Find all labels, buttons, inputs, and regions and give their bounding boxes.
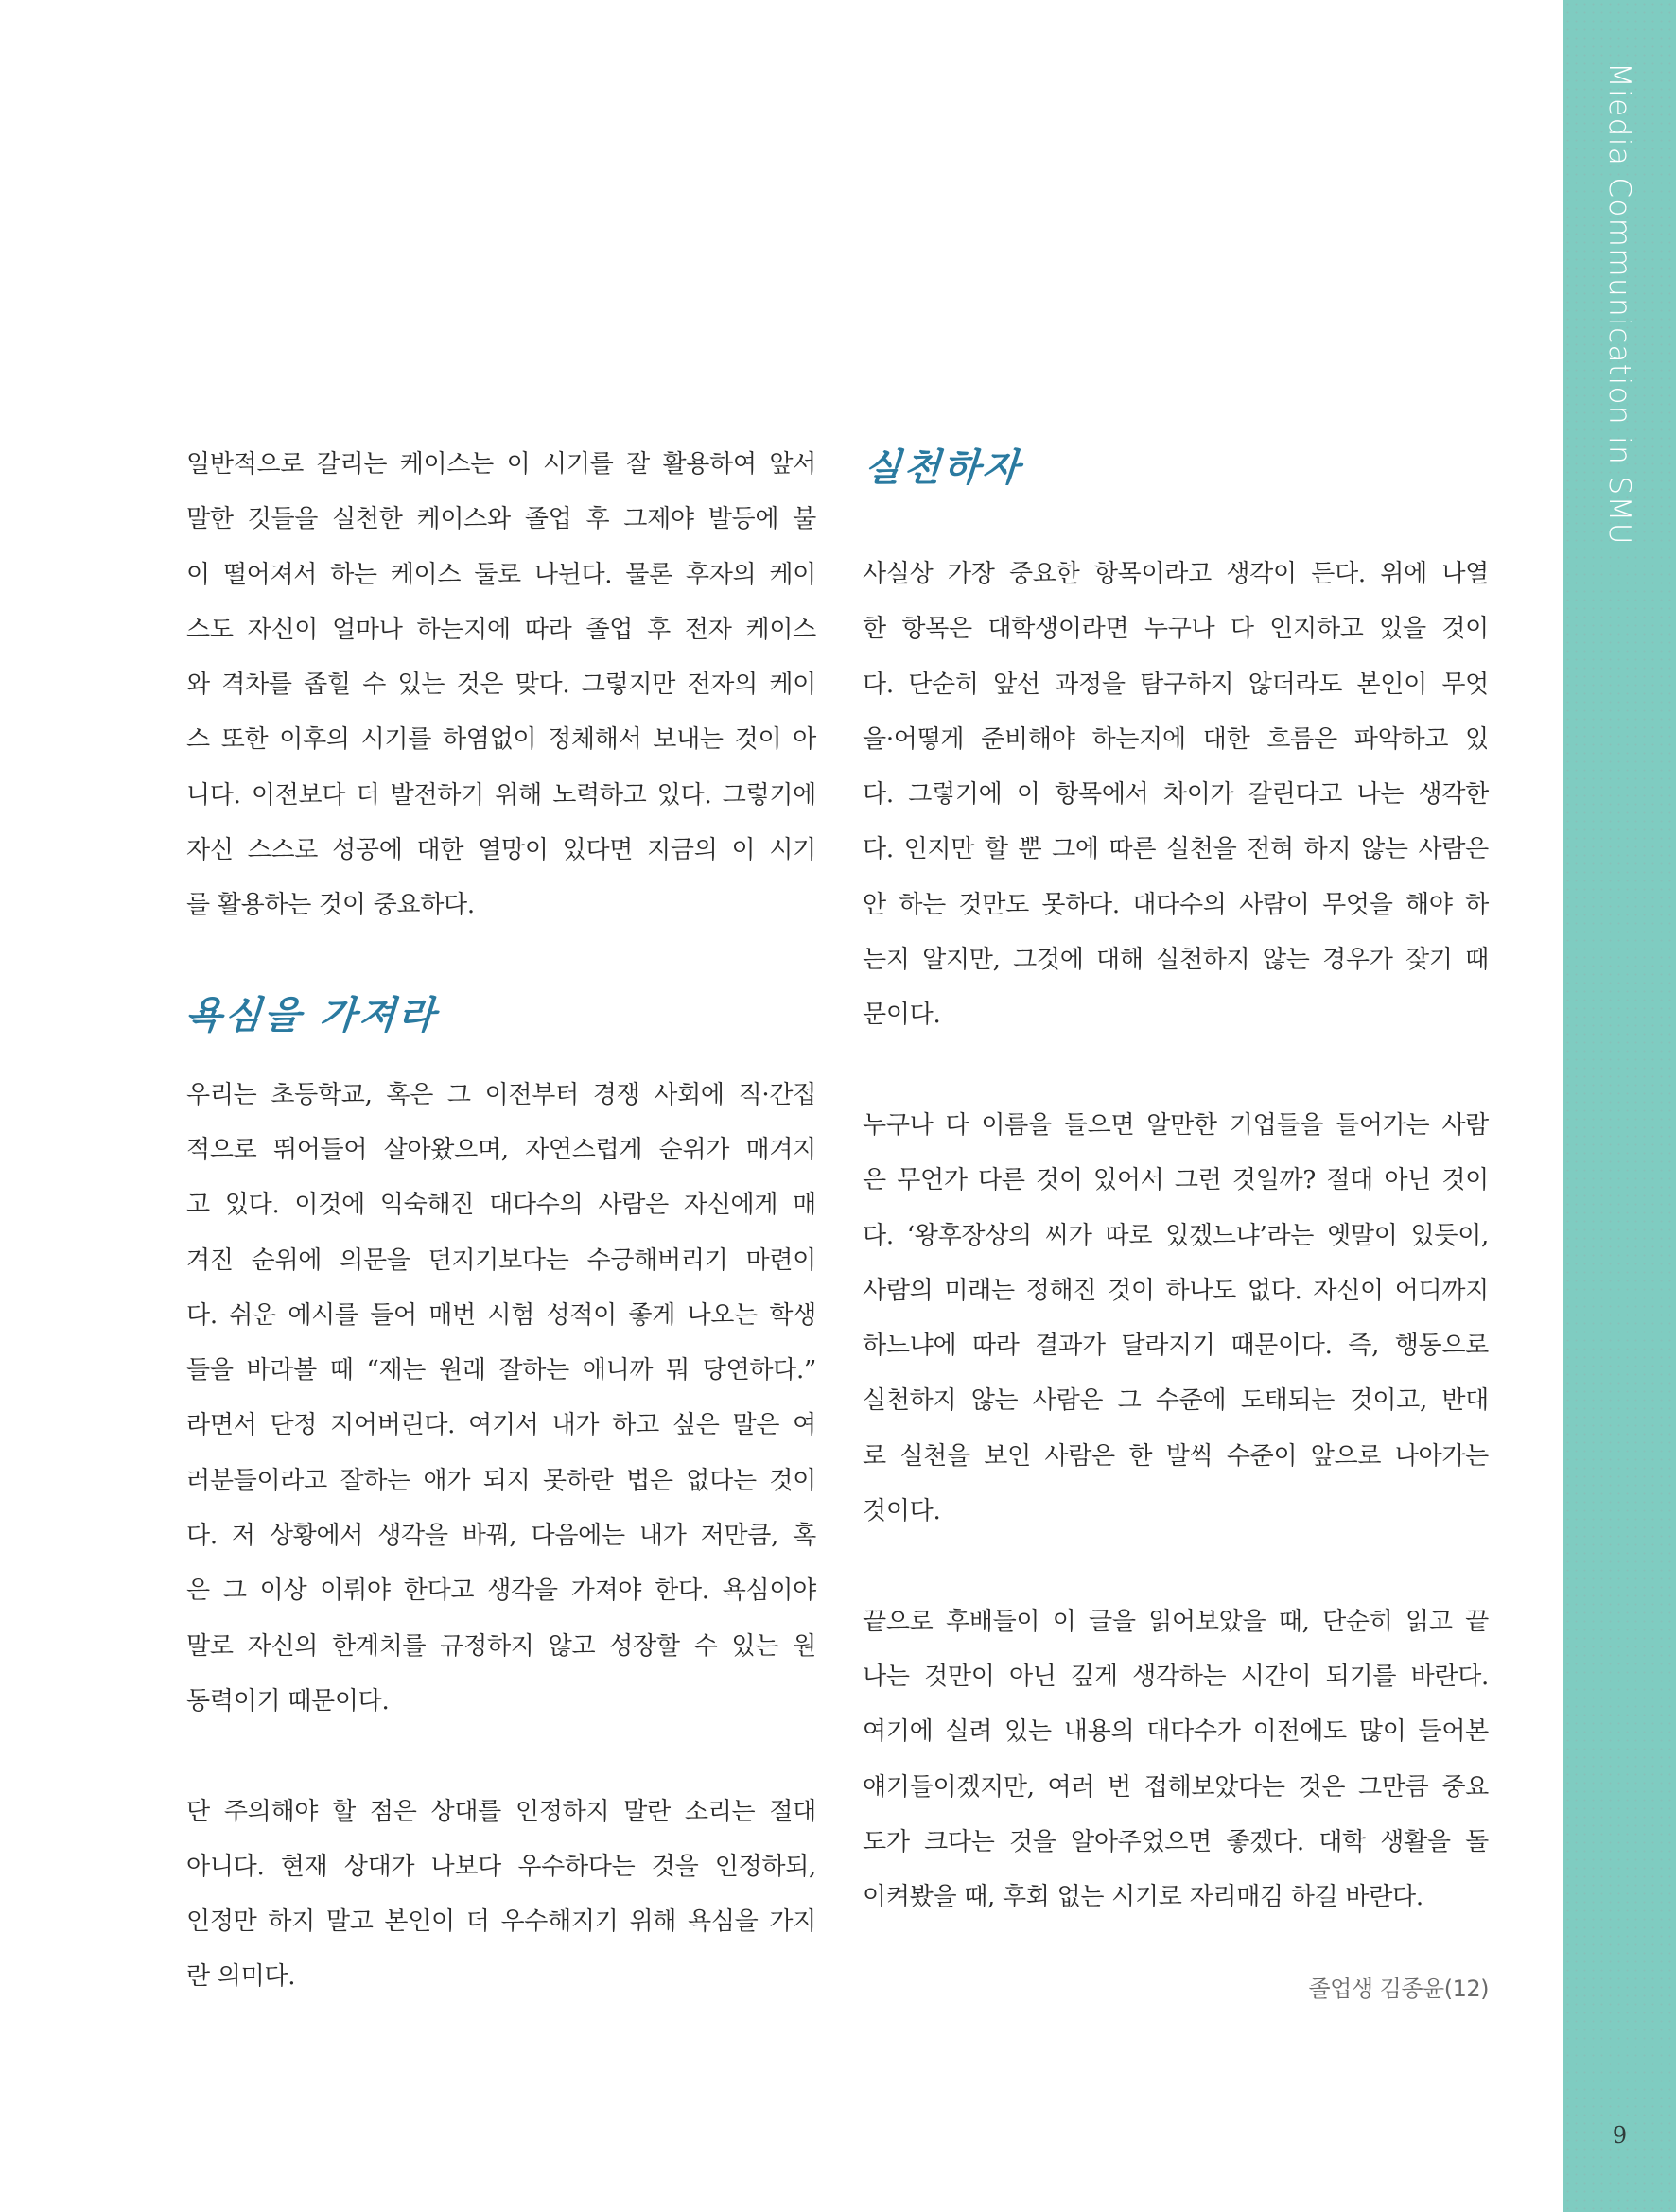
text-line: 단 주의해야 할 점은 상대를 인정하지 말란 소리는 절대 [186, 1797, 816, 1826]
text-line: 니다. 이전보다 더 발전하기 위해 노력하고 있다. 그렇기에 [186, 780, 816, 810]
section-heading-greed: 욕심을 가져라 [183, 993, 440, 1037]
text-line: 안 하는 것만도 못하다. 대다수의 사람이 무엇을 해야 하 [863, 890, 1489, 919]
text-line: 누구나 다 이름을 들으면 알만한 기업들을 들어가는 사람 [863, 1110, 1489, 1140]
text-line: 자신 스스로 성공에 대한 열망이 있다면 지금의 이 시기 [186, 836, 816, 865]
text-line: 란 의미다. [186, 1962, 296, 1992]
text-line: 끝으로 후배들이 이 글을 읽어보았을 때, 단순히 읽고 끝 [863, 1607, 1489, 1636]
right-column [863, 437, 1489, 2003]
text-line: 사람의 미래는 정해진 것이 하나도 없다. 자신이 어디까지 [863, 1276, 1489, 1305]
text-line: 얘기들이겠지만, 여러 번 접해보았다는 것은 그만큼 중요 [863, 1772, 1489, 1802]
text-line: 다. 저 상황에서 생각을 바꿔, 다음에는 내가 저만큼, 혹 [186, 1522, 816, 1551]
text-line: 겨진 순위에 의문을 던지기보다는 수긍해버리기 마련이 [186, 1245, 816, 1275]
text-line: 문이다. [863, 1001, 941, 1030]
text-line: 라면서 단정 지어버린다. 여기서 내가 하고 싶은 말은 여 [186, 1411, 816, 1440]
text-line: 이켜봤을 때, 후회 없는 시기로 자리매김 하길 바란다. [863, 1883, 1423, 1912]
text-line: 들을 바라볼 때 “재는 원래 잘하는 애니까 뭐 당연하다.” [186, 1356, 816, 1385]
text-line: 인정만 하지 말고 본인이 더 우수해지기 위해 욕심을 가지 [186, 1907, 816, 1937]
text-line: 것이다. [863, 1497, 941, 1526]
text-line: 고 있다. 이것에 익숙해진 대다수의 사람은 자신에게 매 [186, 1191, 816, 1220]
text-line: 와 격차를 좁힐 수 있는 것은 맞다. 그렇지만 전자의 케이 [186, 671, 816, 700]
text-line: 를 활용하는 것이 중요하다. [186, 891, 475, 920]
text-line: 다. ‘왕후장상의 씨가 따로 있겠느냐’라는 옛말이 있듯이, [863, 1221, 1489, 1250]
text-line: 여기에 실려 있는 내용의 대다수가 이전에도 많이 들어본 [863, 1717, 1489, 1747]
greed-paragraph-2 [186, 1785, 816, 2005]
publication-title: Miedia Communication in SMU [1602, 62, 1636, 546]
intro-paragraph [186, 437, 816, 933]
page-number: 9 [1612, 2122, 1628, 2149]
text-line: 이 떨어져서 하는 케이스 둘로 나뉜다. 물론 후자의 케이 [186, 560, 816, 589]
text-line: 말한 것들을 실천한 케이스와 졸업 후 그제야 발등에 불 [186, 505, 816, 534]
practice-paragraph-2 [863, 1098, 1489, 1539]
text-line: 동력이기 때문이다. [186, 1686, 390, 1716]
section-heading-practice: 실천하자 [863, 446, 1023, 490]
left-column [183, 437, 816, 2005]
text-line: 나는 것만이 아닌 깊게 생각하는 시간이 되기를 바란다. [863, 1662, 1489, 1691]
text-line: 은 무언가 다른 것이 있어서 그런 것일까? 절대 아닌 것이 [863, 1166, 1489, 1195]
text-line: 스 또한 이후의 시기를 하염없이 정체해서 보내는 것이 아 [186, 725, 816, 755]
text-line: 러분들이라고 잘하는 애가 되지 못하란 법은 없다는 것이 [186, 1466, 816, 1495]
text-line: 은 그 이상 이뤄야 한다고 생각을 가져야 한다. 욕심이야 [186, 1576, 816, 1606]
text-line: 실천하지 않는 사람은 그 수준에 도태되는 것이고, 반대 [863, 1386, 1489, 1416]
text-line: 말로 자신의 한계치를 규정하지 않고 성장할 수 있는 원 [186, 1631, 816, 1661]
text-line: 한 항목은 대학생이라면 누구나 다 인지하고 있을 것이 [863, 615, 1489, 644]
greed-paragraph-1 [186, 1068, 816, 1730]
paragraph-gap [863, 1539, 1489, 1594]
text-line: 우리는 초등학교, 혹은 그 이전부터 경쟁 사회에 직·간접 [186, 1080, 816, 1109]
closing-paragraph [863, 1594, 1489, 1925]
text-line: 아니다. 현재 상대가 나보다 우수하다는 것을 인정하되, [186, 1852, 816, 1881]
sidebar-band [1563, 0, 1676, 2212]
author-signature: 졸업생 김종윤(12) [1308, 1976, 1489, 2003]
text-line: 스도 자신이 얼마나 하는지에 따라 졸업 후 전자 케이스 [186, 615, 816, 644]
text-line: 적으로 뛰어들어 살아왔으며, 자연스럽게 순위가 매겨지 [186, 1135, 816, 1164]
text-line: 다. 쉬운 예시를 들어 매번 시험 성적이 좋게 나오는 학생 [186, 1300, 816, 1330]
text-line: 도가 크다는 것을 알아주었으면 좋겠다. 대학 생활을 돌 [863, 1827, 1489, 1856]
text-line: 일반적으로 갈리는 케이스는 이 시기를 잘 활용하여 앞서 [186, 450, 816, 479]
text-line: 는지 알지만, 그것에 대해 실천하지 않는 경우가 잦기 때 [863, 946, 1489, 975]
text-line: 사실상 가장 중요한 항목이라고 생각이 든다. 위에 나열 [863, 560, 1489, 588]
practice-paragraph-1 [863, 547, 1489, 1043]
text-line: 다. 인지만 할 뿐 그에 따른 실천을 전혀 하지 않는 사람은 [863, 835, 1489, 864]
paragraph-gap [863, 1043, 1489, 1098]
text-line: 다. 단순히 앞선 과정을 탐구하지 않더라도 본인이 무엇 [863, 670, 1489, 699]
text-line: 다. 그렇기에 이 항목에서 차이가 갈린다고 나는 생각한 [863, 780, 1489, 810]
paragraph-gap [186, 1729, 816, 1784]
text-line: 하느냐에 따라 결과가 달라지기 때문이다. 즉, 행동으로 [863, 1332, 1489, 1361]
text-line: 을·어떻게 준비해야 하는지에 대한 흐름은 파악하고 있 [863, 724, 1489, 754]
text-line: 로 실천을 보인 사람은 한 발씩 수준이 앞으로 나아가는 [863, 1441, 1489, 1471]
